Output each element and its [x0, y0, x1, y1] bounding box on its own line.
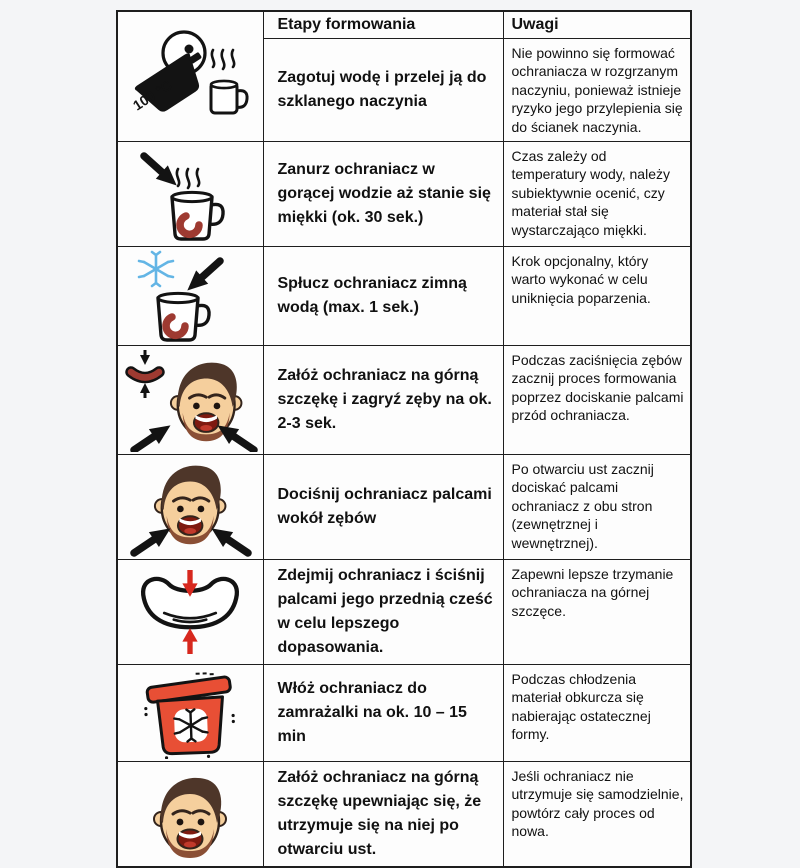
step-icon-cell [117, 11, 263, 141]
step-icon-cell [117, 454, 263, 559]
table-row [117, 559, 691, 664]
table-row [117, 141, 691, 246]
step-text: Załóż ochraniacz na górną szczękę i zagryź zęby na ok. 2-3 sek. [263, 345, 503, 454]
step-icon-cell [117, 345, 263, 454]
open-mouth-face-icon [147, 768, 233, 860]
step-icon-cell [117, 141, 263, 246]
mouthguard-forming-guide [116, 10, 692, 868]
step-text: Załóż ochraniacz na górną szczękę upewniając się, że utrzymuje się na niej po otwarciu ust. [263, 761, 503, 867]
column-header-stages: Etapy formowania [263, 11, 503, 38]
note-text: Czas zależy od temperatury wody, należy subiektywnie ocenić, czy materiał stał się wystarczająco miękki. [503, 141, 691, 246]
step-text: Zagotuj wodę i przelej ją do szklanego naczynia [263, 38, 503, 141]
mug-icon [211, 81, 247, 113]
header-row [117, 11, 691, 38]
step-icon-cell [117, 664, 263, 761]
column-header-notes: Uwagi [503, 11, 691, 38]
table-row [117, 761, 691, 867]
table-row [117, 454, 691, 559]
note-text: Zapewni lepsze trzymanie ochraniacza na górnej szczęce. [503, 559, 691, 664]
table-row [117, 664, 691, 761]
bite-face-guard-icon [122, 348, 258, 452]
press-face-icon [128, 457, 252, 557]
kettle-pour-mug-icon [129, 27, 251, 125]
step-icon-cell [117, 246, 263, 345]
note-text: Krok opcjonalny, który warto wykonać w celu uniknięcia poparzenia. [503, 246, 691, 345]
step-text: Zanurz ochraniacz w gorącej wodzie aż stanie się miękki (ok. 30 sek.) [263, 141, 503, 246]
guard-compress-icon [131, 350, 159, 398]
note-text: Podczas chłodzenia materiał obkurcza się nabierając ostatecznej formy. [503, 664, 691, 761]
freezer-box-icon [137, 667, 243, 759]
note-text: Jeśli ochraniacz nie utrzymuje się samodzielnie, powtórz cały proces od nowa. [503, 761, 691, 867]
snowflake-icon [139, 252, 173, 286]
note-text: Podczas zaciśnięcia zębów zacznij proces formowania poprzez dociskanie palcami przód ochraniacza. [503, 345, 691, 454]
step-text: Spłucz ochraniacz zimną wodą (max. 1 sek.) [263, 246, 503, 345]
kettle-temp-label: 100 °C [130, 76, 175, 114]
note-text: Nie powinno się formować ochraniacza w rozgrzanym naczyniu, ponieważ istnieje ryzyko jego przylepienia się do ścianek naczynia. [503, 38, 691, 141]
step-text: Zdejmij ochraniacz i ściśnij palcami jego przednią cześć w celu lepszego dopasowania. [263, 559, 503, 664]
snowflake-rinse-mug-icon [132, 249, 248, 343]
step-icon-cell [117, 761, 263, 867]
step-text: Dociśnij ochraniacz palcami wokół zębów [263, 454, 503, 559]
table-row [117, 345, 691, 454]
step-icon-cell [117, 559, 263, 664]
instructions-table [116, 10, 692, 868]
mouthguard-squeeze-icon [131, 570, 249, 654]
step-text: Włóż ochraniacz do zamrażalki na ok. 10 – 15 min [263, 664, 503, 761]
arrow-hot-mug-icon [134, 144, 246, 244]
table-row [117, 246, 691, 345]
note-text: Po otwarciu ust zacznij dociskać palcami ochraniacz z obu stron (zewnętrznej i wewnętrznej). [503, 454, 691, 559]
